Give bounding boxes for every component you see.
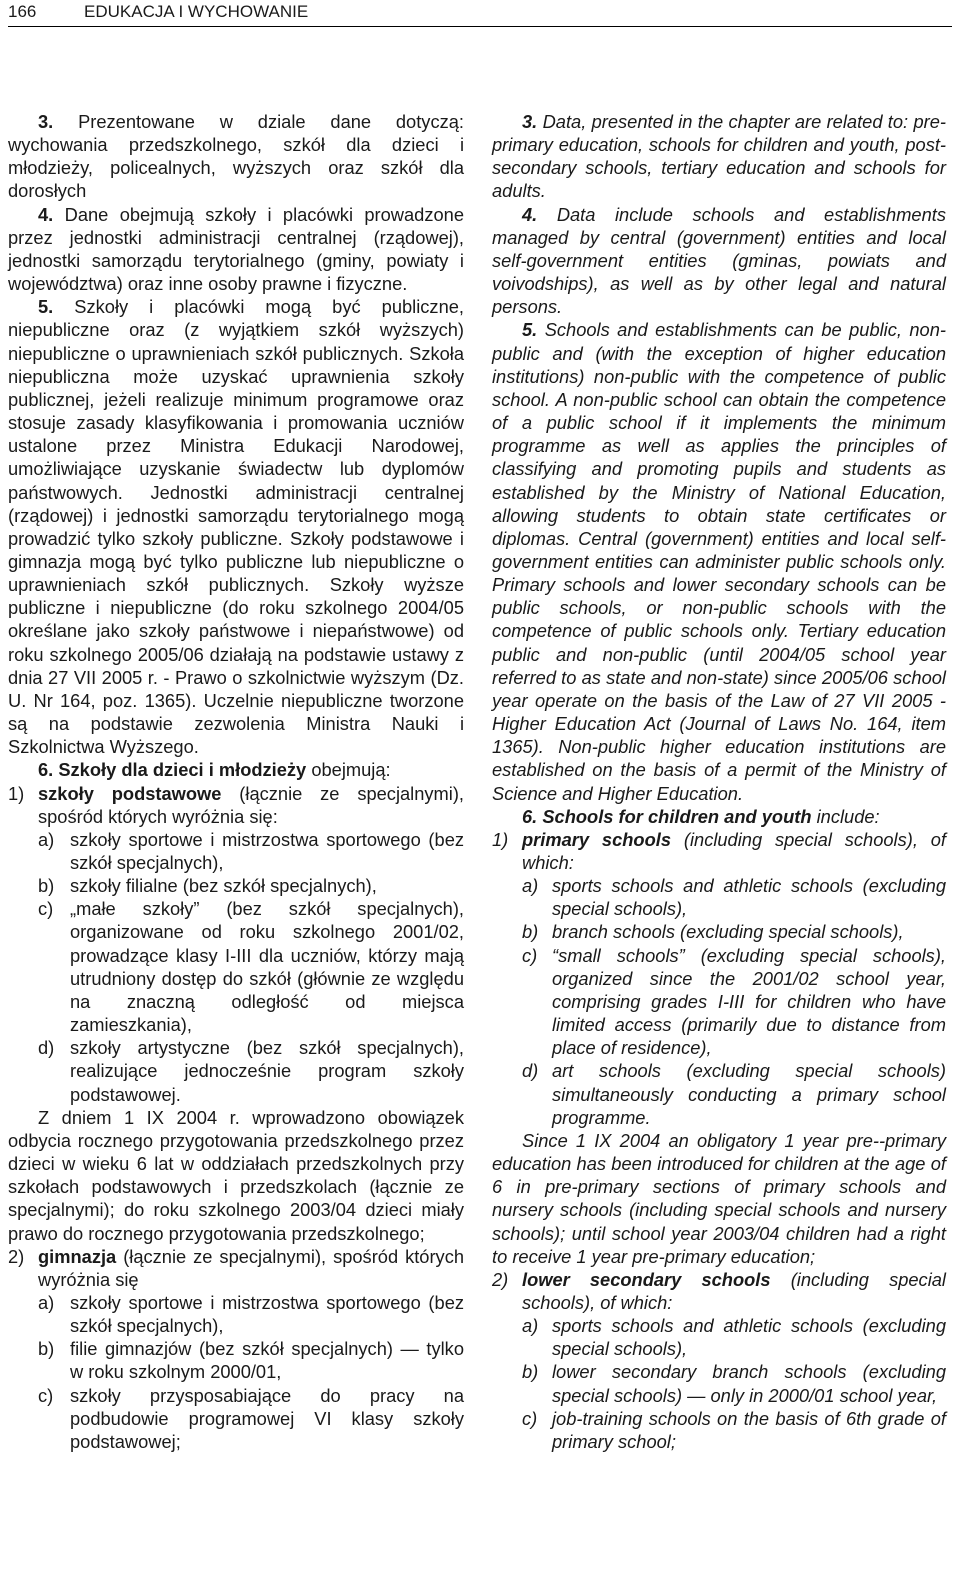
sub-marker: c) xyxy=(38,898,54,920)
paragraph-text: Data, presented in the chapter are related to: pre-primary education, schools for children and youth, post-secondary schools, tertiary education and schools for adults. xyxy=(492,111,946,202)
paragraph-4 xyxy=(492,203,946,319)
item-marker: 2) xyxy=(8,1245,25,1267)
sub-text: szkoły sportowe i mistrzostwa sportowego (bez szkół specjalnych), xyxy=(70,828,464,873)
preschool-paragraph: Z dniem 1 IX 2004 r. wprowadzono obowiązek odbycia rocznego przygotowania przedszkolnego przez dzieci w wieku 6 lat w oddziałach przedszkolnych przy szkołach podstawowych i przedszkolach (łącznie ze specjalnymi); do roku szkolnego 2003/04 dzieci miały prawo do rocznego przygotowania przedszkolnego; xyxy=(8,1106,464,1244)
paragraph-text: Szkoły i placówki mogą być publiczne, niepubliczne oraz (z wyjątkiem szkół wyższych) niepubliczne o uprawnieniach szkół publicznych. Szkoła niepubliczna może uzyskać uprawnienia szkoły publicznej, jeżeli realizuje minimum programowe oraz stosuje zasady klasyfikowania i promowania uczniów ustalone przez Ministra Edukacji Narodowej, umożliwiające uzyskanie świadectw lub dyplomów państwowych. Jednostki administracji centralnej (rządowej) i jednostki samorządu terytorialnego mogą prowadzić tylko szkoły publiczne. Szkoły podstawowe i gimnazja mogą być tylko publiczne lub niepubliczne o uprawnieniach szkół publicznych. Szkoły wyższe publiczne i niepubliczne (do roku szkolnego 2004/05 określane jako szkoły państwowe i niepaństwowe) od roku szkolnego 2005/06 działają na podstawie ustawy z dnia 27 VII 2005 r. - Prawo o szkolnictwie wyższym (Dz. U. Nr 164, poz. 1365). Uczelnie niepubliczne tworzone są na podstawie zezwolenia Ministra Nauki i Szkolnictwa Wyższego. xyxy=(8,296,464,758)
sub-marker: c) xyxy=(522,1407,538,1429)
sub-marker: c) xyxy=(38,1384,54,1406)
paragraph-text: Data include schools and establishments managed by central (government) entities and local self-government entities (gminas, powiats and voivodships), as well as by other legal and natural persons. xyxy=(492,203,946,318)
item-text: (łącznie ze specjalnymi), spośród których wyróżnia się: xyxy=(38,782,464,827)
paragraph-text: Schools and establishments can be public, non-public and (with the exception of higher education institutions) non-public with the competence of public school. A non-public school can obtain the competence of a public school if it implements the minimum programme as well as applies the principles of classifying and promoting pupils and students as established by the Ministry of National Education, allowing students to obtain state certificates or diplomas. Central (government) entities and local self-government entities can administer public schools only. Primary schools and lower secondary schools can be public schools, or non-public schools with the competence of public schools only. Tertiary education public and non-public (until 2004/05 school year referred to as state and non-state) since 2005/06 school year operate on the basis of the Law of 27 VII 2005 - Higher Education Act (Journal of Laws No. 164, item 1365). Non-public higher education institutions are established on the basis of a permit of the Ministry of Science and Higher Education. xyxy=(492,319,946,804)
page-header xyxy=(8,0,952,27)
sub-item xyxy=(492,874,946,920)
sub-marker: c) xyxy=(522,944,538,966)
paragraph-5 xyxy=(492,318,946,804)
list-item xyxy=(8,782,464,828)
sub-marker: a) xyxy=(38,1291,55,1313)
paragraph-3 xyxy=(492,110,946,203)
paragraph-6 xyxy=(492,805,946,828)
paragraph-number: 3. xyxy=(522,111,538,132)
sub-marker: b) xyxy=(522,1361,539,1383)
sub-marker: a) xyxy=(522,1315,539,1337)
paragraph-4 xyxy=(8,203,464,296)
item-marker: 1) xyxy=(8,782,25,804)
section-heading: Schools for children and youth xyxy=(542,805,812,827)
sub-text: lower secondary branch schools (excluding special schools) — only in 2000/01 school year, xyxy=(552,1361,946,1406)
item-heading: gimnazja xyxy=(38,1245,117,1267)
sub-item xyxy=(492,944,946,1060)
sub-item xyxy=(8,897,464,1036)
sub-text: filie gimnazjów (bez szkół specjalnych) — tylko w roku szkolnym 2000/01, xyxy=(70,1338,464,1383)
item-marker: 2) xyxy=(492,1268,509,1290)
section-heading: Szkoły dla dzieci i młodzieży xyxy=(58,759,307,781)
sub-marker: d) xyxy=(522,1060,539,1082)
paragraph-number: 5. xyxy=(522,319,538,341)
running-title: EDUKACJA I WYCHOWANIE xyxy=(84,2,309,21)
paragraph-3 xyxy=(8,110,464,203)
item-heading: primary schools xyxy=(522,828,672,850)
paragraph-number: 4. xyxy=(522,203,538,225)
sub-marker: a) xyxy=(38,828,55,850)
sub-item xyxy=(8,1291,464,1337)
sub-text: job-training schools on the basis of 6th grade of primary school; xyxy=(552,1407,946,1452)
sub-item xyxy=(492,1407,946,1453)
paragraph-number: 5. xyxy=(38,296,54,318)
paragraph-number: 6. xyxy=(522,805,538,827)
sub-marker: b) xyxy=(522,921,539,943)
paragraph-text: obejmują: xyxy=(306,759,391,781)
sub-text: “small schools” (excluding special schools), organized since the 2001/02 school year, comprising grades I-III for children who have limited access (primarily due to distance from place of residence), xyxy=(552,944,946,1059)
item-text: (including special schools), of which: xyxy=(522,1268,946,1313)
sub-item xyxy=(8,828,464,874)
sub-text: art schools (excluding special schools) simultaneously conducting a primary school programme. xyxy=(552,1060,946,1128)
polish-column xyxy=(8,110,464,1453)
sub-text: szkoły filialne (bez szkół specjalnych), xyxy=(70,875,377,897)
page-number: 166 xyxy=(8,2,37,21)
paragraph-number: 3. xyxy=(38,111,54,132)
sub-item xyxy=(8,1036,464,1105)
sub-marker: b) xyxy=(38,1338,55,1360)
list-item xyxy=(492,828,946,874)
sub-item xyxy=(492,1059,946,1128)
preschool-paragraph: Since 1 IX 2004 an obligatory 1 year pre--primary education has been introduced for children at the age of 6 in pre-primary sections of primary schools and nursery schools (including special schools and nursery schools); until school year 2003/04 children had a right to receive 1 year pre-primary education; xyxy=(492,1129,946,1267)
sub-text: szkoły sportowe i mistrzostwa sportowego (bez szkół specjalnych), xyxy=(70,1291,464,1337)
sub-item xyxy=(492,1360,946,1406)
sub-item xyxy=(8,1337,464,1383)
paragraph-number: 6. xyxy=(38,759,54,781)
sub-text: szkoły artystyczne (bez szkół specjalnych), realizujące jednocześnie program szkoły podstawowej. xyxy=(70,1037,464,1105)
list-item xyxy=(8,1245,464,1291)
sub-text: sports schools and athletic schools (excluding special schools), xyxy=(552,1315,946,1360)
paragraph-number: 4. xyxy=(38,203,54,225)
sub-text: „małe szkoły” (bez szkół specjalnych), organizowane od roku szkolnego 2001/02, prowadzące klasy I-III dla uczniów, którzy mają utrudniony dostęp do szkół (głównie ze względu na znaczną odległość od miejsca zamieszkania), xyxy=(70,898,464,1036)
sub-text: branch schools (excluding special schools), xyxy=(552,921,904,943)
item-marker: 1) xyxy=(492,828,509,850)
paragraph-6 xyxy=(8,758,464,781)
sub-text: szkoły przysposabiające do pracy na podbudowie programowej VI klasy szkoły podstawowej; xyxy=(70,1384,464,1452)
item-heading: lower secondary schools xyxy=(522,1268,771,1290)
sub-item xyxy=(8,874,464,897)
item-heading: szkoły podstawowe xyxy=(38,782,222,804)
sub-text: sports schools and athletic schools (excluding special schools), xyxy=(552,875,946,920)
paragraph-text: Dane obejmują szkoły i placówki prowadzone przez jednostki administracji centralnej (rządowej), jednostki samorządu terytorialnego (gminy, powiaty i województwa) oraz inne osoby prawne i fizyczne. xyxy=(8,203,464,295)
sub-marker: d) xyxy=(38,1037,55,1059)
sub-marker: a) xyxy=(522,875,539,897)
item-text: (łącznie ze specjalnymi), spośród których wyróżnia się xyxy=(38,1245,464,1290)
item-text: (including special schools), of which: xyxy=(522,828,946,873)
sub-item xyxy=(492,1314,946,1360)
list-item xyxy=(492,1268,946,1314)
sub-item xyxy=(492,920,946,943)
sub-marker: b) xyxy=(38,875,55,897)
paragraph-text: include: xyxy=(811,805,880,827)
english-column xyxy=(492,110,946,1453)
sub-item xyxy=(8,1384,464,1453)
paragraph-text: Prezentowane w dziale dane dotyczą: wychowania przedszkolnego, szkół dla dzieci i młodzieży, policealnych, wyższych oraz szkół dla dorosłych xyxy=(8,111,464,202)
paragraph-5 xyxy=(8,295,464,758)
